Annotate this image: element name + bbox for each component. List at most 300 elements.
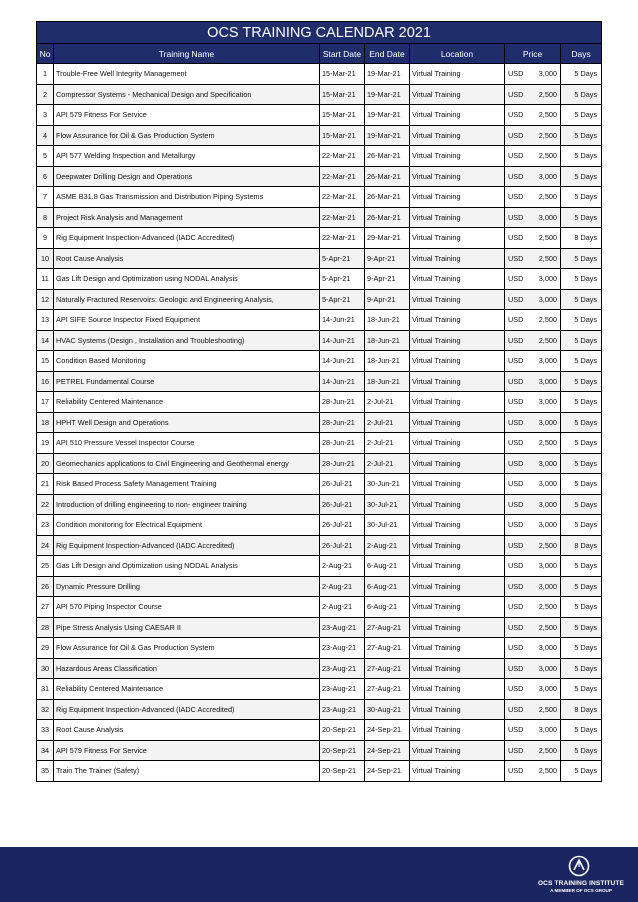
- cell-price: [505, 474, 561, 495]
- column-header-training-name: Training Name: [54, 44, 320, 64]
- cell-end-date: 6-Aug-21: [365, 597, 410, 618]
- price-currency: USD: [508, 684, 524, 694]
- price-amount: 3,000: [538, 274, 557, 284]
- cell-location: Virtual Training: [410, 412, 505, 433]
- cell-location: Virtual Training: [410, 576, 505, 597]
- table-row: [37, 597, 602, 618]
- cell-price: [505, 494, 561, 515]
- cell-start-date: 28-Jun-21: [320, 412, 365, 433]
- cell-price: [505, 64, 561, 85]
- cell-no: 23: [37, 515, 54, 536]
- price-currency: USD: [508, 766, 524, 776]
- cell-no: 6: [37, 166, 54, 187]
- price-currency: USD: [508, 376, 524, 386]
- cell-days: 5 Days: [561, 740, 602, 761]
- cell-location: Virtual Training: [410, 761, 505, 782]
- table-row: [37, 248, 602, 269]
- cell-start-date: 20-Sep-21: [320, 720, 365, 741]
- cell-days: 5 Days: [561, 105, 602, 126]
- cell-no: 14: [37, 330, 54, 351]
- price-currency: USD: [508, 171, 524, 181]
- cell-training-name: Gas Lift Design and Optimization using NODAL Analysis: [54, 269, 320, 290]
- cell-location: Virtual Training: [410, 105, 505, 126]
- cell-training-name: Rig Equipment Inspection-Advanced (IADC Accredited): [54, 535, 320, 556]
- cell-end-date: 6-Aug-21: [365, 576, 410, 597]
- price-amount: 2,500: [538, 438, 557, 448]
- table-row: [37, 576, 602, 597]
- training-calendar-table: [36, 21, 602, 782]
- table-row: [37, 515, 602, 536]
- price-amount: 3,000: [538, 417, 557, 427]
- cell-days: 5 Days: [561, 125, 602, 146]
- cell-training-name: ASME B31.8 Gas Transmission and Distribution Piping Systems: [54, 187, 320, 208]
- cell-start-date: 5-Apr-21: [320, 248, 365, 269]
- price-currency: USD: [508, 643, 524, 653]
- price-currency: USD: [508, 212, 524, 222]
- cell-end-date: 2-Jul-21: [365, 433, 410, 454]
- cell-end-date: 9-Apr-21: [365, 269, 410, 290]
- price-amount: 3,000: [538, 397, 557, 407]
- cell-no: 29: [37, 638, 54, 659]
- cell-end-date: 26-Mar-21: [365, 187, 410, 208]
- table-row: [37, 330, 602, 351]
- column-header-location: Location: [410, 44, 505, 64]
- cell-price: [505, 351, 561, 372]
- cell-end-date: 24-Sep-21: [365, 761, 410, 782]
- cell-start-date: 14-Jun-21: [320, 351, 365, 372]
- cell-training-name: API 510 Pressure Vessel Inspector Course: [54, 433, 320, 454]
- cell-training-name: Geomechanics applications to Civil Engineering and Geothermal energy: [54, 453, 320, 474]
- price-amount: 3,000: [538, 479, 557, 489]
- cell-price: [505, 699, 561, 720]
- cell-days: 5 Days: [561, 658, 602, 679]
- cell-start-date: 23-Aug-21: [320, 617, 365, 638]
- price-currency: USD: [508, 192, 524, 202]
- price-currency: USD: [508, 356, 524, 366]
- cell-location: Virtual Training: [410, 269, 505, 290]
- table-row: [37, 392, 602, 413]
- cell-price: [505, 228, 561, 249]
- cell-price: [505, 371, 561, 392]
- cell-location: Virtual Training: [410, 187, 505, 208]
- cell-days: 5 Days: [561, 556, 602, 577]
- price-amount: 2,500: [538, 766, 557, 776]
- price-amount: 3,000: [538, 212, 557, 222]
- cell-days: 5 Days: [561, 269, 602, 290]
- price-amount: 3,000: [538, 294, 557, 304]
- cell-days: 5 Days: [561, 515, 602, 536]
- cell-no: 11: [37, 269, 54, 290]
- price-amount: 3,000: [538, 499, 557, 509]
- cell-price: [505, 392, 561, 413]
- cell-start-date: 2-Aug-21: [320, 597, 365, 618]
- cell-start-date: 22-Mar-21: [320, 166, 365, 187]
- price-amount: 2,500: [538, 89, 557, 99]
- cell-no: 31: [37, 679, 54, 700]
- cell-price: [505, 125, 561, 146]
- cell-price: [505, 658, 561, 679]
- calendar-body: [37, 64, 602, 782]
- cell-no: 5: [37, 146, 54, 167]
- price-amount: 2,500: [538, 315, 557, 325]
- cell-price: [505, 248, 561, 269]
- cell-days: 5 Days: [561, 453, 602, 474]
- cell-days: 5 Days: [561, 146, 602, 167]
- cell-training-name: Compressor Systems - Mechanical Design and Specification: [54, 84, 320, 105]
- cell-price: [505, 720, 561, 741]
- table-row: [37, 351, 602, 372]
- cell-location: Virtual Training: [410, 351, 505, 372]
- price-amount: 3,000: [538, 725, 557, 735]
- price-currency: USD: [508, 315, 524, 325]
- cell-end-date: 19-Mar-21: [365, 64, 410, 85]
- cell-location: Virtual Training: [410, 433, 505, 454]
- cell-price: [505, 269, 561, 290]
- price-currency: USD: [508, 704, 524, 714]
- cell-start-date: 28-Jun-21: [320, 433, 365, 454]
- cell-end-date: 18-Jun-21: [365, 351, 410, 372]
- cell-training-name: Project Risk Analysis and Management: [54, 207, 320, 228]
- footer-bar: [0, 847, 638, 902]
- cell-days: 5 Days: [561, 166, 602, 187]
- price-currency: USD: [508, 602, 524, 612]
- cell-location: Virtual Training: [410, 207, 505, 228]
- cell-no: 24: [37, 535, 54, 556]
- cell-price: [505, 740, 561, 761]
- column-header-no: No: [37, 44, 54, 64]
- cell-end-date: 19-Mar-21: [365, 84, 410, 105]
- cell-end-date: 29-Mar-21: [365, 228, 410, 249]
- cell-price: [505, 166, 561, 187]
- cell-no: 32: [37, 699, 54, 720]
- table-row: [37, 638, 602, 659]
- table-row: [37, 699, 602, 720]
- cell-no: 12: [37, 289, 54, 310]
- cell-training-name: API 570 Piping Inspector Course: [54, 597, 320, 618]
- cell-start-date: 22-Mar-21: [320, 146, 365, 167]
- cell-training-name: Gas Lift Design and Optimization using NODAL Analysis: [54, 556, 320, 577]
- table-row: [37, 269, 602, 290]
- cell-end-date: 9-Apr-21: [365, 248, 410, 269]
- price-currency: USD: [508, 397, 524, 407]
- cell-start-date: 23-Aug-21: [320, 679, 365, 700]
- cell-end-date: 30-Jul-21: [365, 494, 410, 515]
- cell-training-name: PETREL Fundamental Course: [54, 371, 320, 392]
- price-currency: USD: [508, 417, 524, 427]
- cell-end-date: 30-Aug-21: [365, 699, 410, 720]
- cell-location: Virtual Training: [410, 474, 505, 495]
- price-amount: 2,500: [538, 540, 557, 550]
- cell-end-date: 26-Mar-21: [365, 146, 410, 167]
- price-currency: USD: [508, 151, 524, 161]
- cell-price: [505, 453, 561, 474]
- cell-training-name: Reliability Centered Maintenance: [54, 392, 320, 413]
- table-row: [37, 535, 602, 556]
- cell-end-date: 26-Mar-21: [365, 207, 410, 228]
- cell-training-name: Condition monitoring for Electrical Equipment: [54, 515, 320, 536]
- table-row: [37, 187, 602, 208]
- cell-training-name: Flow Assurance for Oil & Gas Production System: [54, 638, 320, 659]
- cell-price: [505, 679, 561, 700]
- cell-days: 5 Days: [561, 207, 602, 228]
- table-row: [37, 556, 602, 577]
- cell-days: 5 Days: [561, 576, 602, 597]
- cell-end-date: 2-Jul-21: [365, 392, 410, 413]
- cell-no: 9: [37, 228, 54, 249]
- cell-training-name: Flow Assurance for Oil & Gas Production System: [54, 125, 320, 146]
- price-currency: USD: [508, 663, 524, 673]
- cell-training-name: HPHT Well Design and Operations: [54, 412, 320, 433]
- price-amount: 2,500: [538, 151, 557, 161]
- cell-price: [505, 289, 561, 310]
- cell-no: 17: [37, 392, 54, 413]
- cell-no: 8: [37, 207, 54, 228]
- cell-no: 4: [37, 125, 54, 146]
- cell-no: 34: [37, 740, 54, 761]
- price-currency: USD: [508, 499, 524, 509]
- cell-training-name: Naturally Fractured Reservoirs: Geologic and Engineering Analysis,: [54, 289, 320, 310]
- cell-start-date: 2-Aug-21: [320, 576, 365, 597]
- logo-line-1: OCS TRAINING INSTITUTE: [537, 880, 625, 887]
- cell-start-date: 15-Mar-21: [320, 125, 365, 146]
- cell-no: 26: [37, 576, 54, 597]
- price-currency: USD: [508, 274, 524, 284]
- table-row: [37, 433, 602, 454]
- price-amount: 3,000: [538, 561, 557, 571]
- table-row: [37, 228, 602, 249]
- cell-location: Virtual Training: [410, 310, 505, 331]
- cell-start-date: 23-Aug-21: [320, 638, 365, 659]
- cell-location: Virtual Training: [410, 166, 505, 187]
- price-currency: USD: [508, 69, 524, 79]
- cell-days: 5 Days: [561, 720, 602, 741]
- cell-location: Virtual Training: [410, 515, 505, 536]
- cell-end-date: 24-Sep-21: [365, 720, 410, 741]
- cell-location: Virtual Training: [410, 556, 505, 577]
- cell-price: [505, 330, 561, 351]
- cell-days: 5 Days: [561, 310, 602, 331]
- table-row: [37, 474, 602, 495]
- price-currency: USD: [508, 458, 524, 468]
- price-amount: 3,000: [538, 171, 557, 181]
- cell-location: Virtual Training: [410, 638, 505, 659]
- cell-days: 8 Days: [561, 699, 602, 720]
- price-currency: USD: [508, 479, 524, 489]
- cell-location: Virtual Training: [410, 720, 505, 741]
- price-amount: 2,500: [538, 602, 557, 612]
- cell-start-date: 26-Jul-21: [320, 494, 365, 515]
- cell-location: Virtual Training: [410, 330, 505, 351]
- cell-no: 13: [37, 310, 54, 331]
- cell-no: 33: [37, 720, 54, 741]
- price-amount: 3,000: [538, 684, 557, 694]
- cell-days: 5 Days: [561, 412, 602, 433]
- cell-no: 15: [37, 351, 54, 372]
- price-amount: 2,500: [538, 130, 557, 140]
- cell-days: 8 Days: [561, 228, 602, 249]
- price-amount: 3,000: [538, 69, 557, 79]
- table-row: [37, 679, 602, 700]
- price-currency: USD: [508, 622, 524, 632]
- table-row: [37, 720, 602, 741]
- cell-end-date: 18-Jun-21: [365, 371, 410, 392]
- cell-days: 5 Days: [561, 617, 602, 638]
- column-header-price: Price: [505, 44, 561, 64]
- price-currency: USD: [508, 725, 524, 735]
- cell-days: 5 Days: [561, 597, 602, 618]
- cell-training-name: Root Cause Analysis: [54, 720, 320, 741]
- cell-end-date: 27-Aug-21: [365, 638, 410, 659]
- cell-training-name: Reliability Centered Maintenance: [54, 679, 320, 700]
- cell-no: 30: [37, 658, 54, 679]
- price-amount: 3,000: [538, 643, 557, 653]
- cell-price: [505, 556, 561, 577]
- ocs-logo-text: [536, 880, 626, 893]
- cell-no: 10: [37, 248, 54, 269]
- cell-start-date: 22-Mar-21: [320, 228, 365, 249]
- cell-days: 5 Days: [561, 474, 602, 495]
- cell-start-date: 22-Mar-21: [320, 187, 365, 208]
- cell-end-date: 30-Jul-21: [365, 515, 410, 536]
- cell-start-date: 26-Jul-21: [320, 535, 365, 556]
- cell-days: 5 Days: [561, 392, 602, 413]
- cell-training-name: HVAC Systems (Design , Installation and Troubleshooting): [54, 330, 320, 351]
- table-row: [37, 146, 602, 167]
- price-amount: 3,000: [538, 376, 557, 386]
- price-amount: 2,500: [538, 335, 557, 345]
- table-row: [37, 494, 602, 515]
- cell-end-date: 26-Mar-21: [365, 166, 410, 187]
- table-row: [37, 658, 602, 679]
- cell-days: 8 Days: [561, 535, 602, 556]
- cell-end-date: 6-Aug-21: [365, 556, 410, 577]
- cell-price: [505, 412, 561, 433]
- cell-price: [505, 187, 561, 208]
- cell-start-date: 14-Jun-21: [320, 310, 365, 331]
- cell-no: 18: [37, 412, 54, 433]
- cell-training-name: Introduction of drilling engineering to non- engineer training: [54, 494, 320, 515]
- calendar-title: OCS TRAINING CALENDAR 2021: [37, 22, 602, 44]
- price-currency: USD: [508, 745, 524, 755]
- cell-no: 21: [37, 474, 54, 495]
- logo-line-2: A MEMBER OF OCS GROUP: [550, 888, 612, 893]
- cell-days: 5 Days: [561, 351, 602, 372]
- cell-training-name: API 577 Welding Inspection and Metallurgy: [54, 146, 320, 167]
- price-amount: 2,500: [538, 622, 557, 632]
- cell-days: 5 Days: [561, 679, 602, 700]
- table-row: [37, 740, 602, 761]
- cell-price: [505, 761, 561, 782]
- price-amount: 3,000: [538, 581, 557, 591]
- cell-training-name: Dynamic Pressure Drilling: [54, 576, 320, 597]
- cell-price: [505, 433, 561, 454]
- cell-days: 5 Days: [561, 494, 602, 515]
- cell-location: Virtual Training: [410, 289, 505, 310]
- cell-end-date: 27-Aug-21: [365, 658, 410, 679]
- cell-days: 5 Days: [561, 761, 602, 782]
- price-amount: 2,500: [538, 745, 557, 755]
- cell-location: Virtual Training: [410, 228, 505, 249]
- table-row: [37, 207, 602, 228]
- cell-training-name: Risk Based Process Safety Management Training: [54, 474, 320, 495]
- cell-end-date: 2-Aug-21: [365, 535, 410, 556]
- cell-no: 16: [37, 371, 54, 392]
- cell-price: [505, 515, 561, 536]
- cell-days: 5 Days: [561, 638, 602, 659]
- price-currency: USD: [508, 89, 524, 99]
- table-row: [37, 84, 602, 105]
- cell-start-date: 20-Sep-21: [320, 740, 365, 761]
- cell-no: 7: [37, 187, 54, 208]
- cell-location: Virtual Training: [410, 453, 505, 474]
- cell-no: 28: [37, 617, 54, 638]
- cell-start-date: 14-Jun-21: [320, 371, 365, 392]
- cell-end-date: 18-Jun-21: [365, 330, 410, 351]
- cell-price: [505, 84, 561, 105]
- cell-training-name: Train The Trainer (Safety): [54, 761, 320, 782]
- cell-training-name: Rig Equipment Inspection-Advanced (IADC Accredited): [54, 228, 320, 249]
- price-amount: 3,000: [538, 458, 557, 468]
- cell-location: Virtual Training: [410, 699, 505, 720]
- price-amount: 2,500: [538, 704, 557, 714]
- cell-days: 5 Days: [561, 371, 602, 392]
- cell-end-date: 9-Apr-21: [365, 289, 410, 310]
- price-currency: USD: [508, 233, 524, 243]
- ocs-logo-icon: [568, 855, 590, 877]
- table-row: [37, 105, 602, 126]
- cell-price: [505, 310, 561, 331]
- cell-no: 20: [37, 453, 54, 474]
- table-row: [37, 166, 602, 187]
- cell-end-date: 30-Jun-21: [365, 474, 410, 495]
- cell-price: [505, 576, 561, 597]
- cell-end-date: 2-Jul-21: [365, 453, 410, 474]
- price-amount: 3,000: [538, 520, 557, 530]
- table-row: [37, 761, 602, 782]
- cell-start-date: 28-Jun-21: [320, 453, 365, 474]
- cell-start-date: 20-Sep-21: [320, 761, 365, 782]
- cell-end-date: 24-Sep-21: [365, 740, 410, 761]
- cell-location: Virtual Training: [410, 125, 505, 146]
- price-currency: USD: [508, 520, 524, 530]
- cell-location: Virtual Training: [410, 494, 505, 515]
- cell-location: Virtual Training: [410, 658, 505, 679]
- cell-start-date: 22-Mar-21: [320, 207, 365, 228]
- cell-training-name: Root Cause Analysis: [54, 248, 320, 269]
- cell-end-date: 27-Aug-21: [365, 617, 410, 638]
- price-amount: 3,000: [538, 663, 557, 673]
- cell-days: 5 Days: [561, 187, 602, 208]
- cell-training-name: Condition Based Monitoring: [54, 351, 320, 372]
- cell-start-date: 15-Mar-21: [320, 105, 365, 126]
- price-currency: USD: [508, 438, 524, 448]
- cell-end-date: 27-Aug-21: [365, 679, 410, 700]
- cell-price: [505, 597, 561, 618]
- cell-price: [505, 146, 561, 167]
- table-row: [37, 371, 602, 392]
- cell-price: [505, 105, 561, 126]
- cell-location: Virtual Training: [410, 371, 505, 392]
- column-header-days: Days: [561, 44, 602, 64]
- cell-price: [505, 617, 561, 638]
- table-row: [37, 125, 602, 146]
- table-row: [37, 453, 602, 474]
- price-amount: 3,000: [538, 356, 557, 366]
- cell-days: 5 Days: [561, 289, 602, 310]
- price-amount: 2,500: [538, 253, 557, 263]
- cell-days: 5 Days: [561, 330, 602, 351]
- cell-location: Virtual Training: [410, 84, 505, 105]
